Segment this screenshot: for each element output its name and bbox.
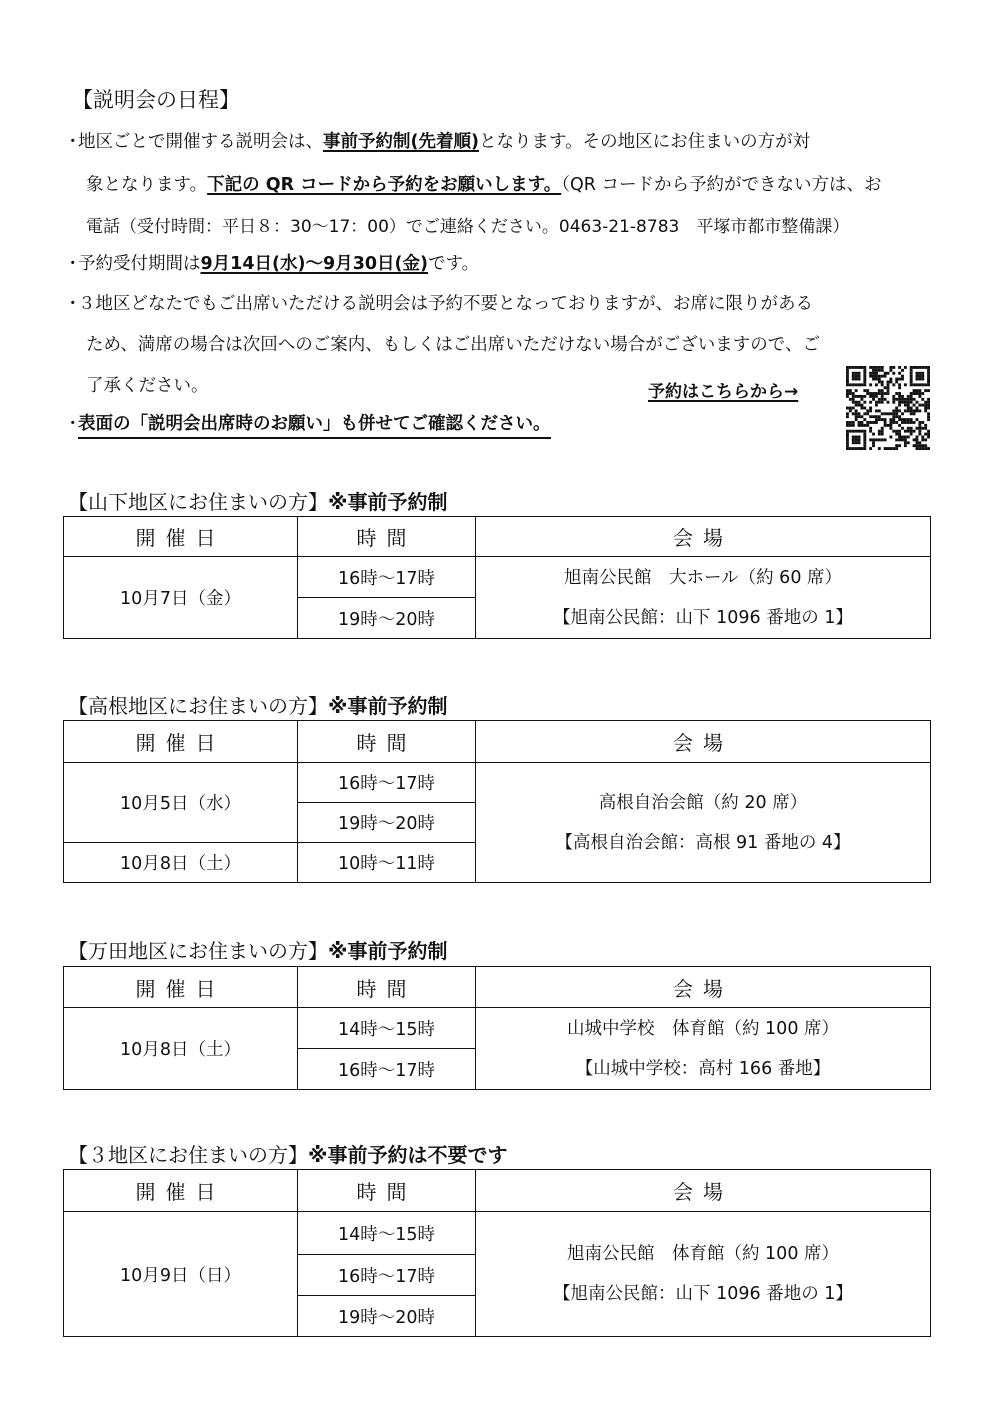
header-date: 開催日 [64, 1170, 298, 1212]
intro-text: 予約受付期間は [78, 254, 201, 274]
time-cell: 19時～20時 [298, 1296, 476, 1337]
venue-name: 旭南公民館 大ホール（約 60 席） [563, 567, 843, 588]
venue-address: 【高根自治会館：高根 91 番地の 4】 [555, 832, 851, 853]
header-date: 開催日 [64, 721, 298, 763]
intro-line-5 [64, 290, 813, 315]
section-title-text: 【山下地区にお住まいの方】 [68, 490, 328, 514]
qr-reservation-note: 下記の QR コードから予約をお願いします。 [207, 175, 562, 195]
venue-address: 【山城中学校：高村 166 番地】 [575, 1058, 831, 1079]
section-note: ※事前予約制 [328, 939, 448, 963]
header-time: 時間 [298, 967, 476, 1008]
time-cell: 16時～17時 [298, 1049, 476, 1090]
intro-line-4 [64, 250, 479, 275]
intro-line-7: 了承ください。 [86, 376, 209, 396]
section-title-yamashita [68, 486, 447, 515]
time-cell: 14時～15時 [298, 1008, 476, 1049]
header-time: 時間 [298, 1170, 476, 1212]
intro-line-8 [64, 410, 551, 435]
section-title-all-districts [68, 1139, 507, 1168]
reservation-period: 9月14日(水)～9月30日(金) [200, 254, 429, 274]
section-title-takane [68, 690, 447, 719]
section-title-text: 【高根地区にお住まいの方】 [68, 694, 328, 718]
venue-name: 高根自治会館（約 20 席） [598, 792, 808, 813]
date-cell: 10月9日（日） [64, 1212, 298, 1337]
section-note: ※事前予約制 [328, 694, 448, 718]
intro-text: 象となります。 [86, 175, 208, 195]
time-cell: 19時～20時 [298, 803, 476, 843]
venue-cell [476, 1212, 931, 1337]
header-date: 開催日 [64, 967, 298, 1008]
header-venue: 会場 [476, 967, 931, 1008]
time-cell: 10時～11時 [298, 843, 476, 883]
header-time: 時間 [298, 517, 476, 557]
bullet: ・ [64, 254, 82, 274]
time-cell: 19時～20時 [298, 598, 476, 639]
venue-address: 【旭南公民館：山下 1096 番地の 1】 [553, 607, 853, 628]
venue-cell [476, 763, 931, 883]
back-page-note: 表面の「説明会出席時のお願い」も併せてご確認ください。 [78, 414, 551, 439]
qr-code-icon[interactable] [846, 366, 930, 450]
qr-reservation-link[interactable]: 予約はこちらから→ [648, 382, 799, 402]
date-cell: 10月8日（土） [64, 1008, 298, 1090]
header-venue: 会場 [476, 1170, 931, 1212]
intro-text: ３地区どなたでもご出席いただける説明会は予約不要となっておりますが、お席に限りがある [78, 294, 813, 314]
header-venue: 会場 [476, 721, 931, 763]
reservation-system-note: 事前予約制(先着順) [323, 132, 479, 152]
date-cell: 10月7日（金） [64, 557, 298, 639]
schedule-table-yamashita [63, 516, 931, 639]
venue-cell [476, 557, 931, 639]
venue-name: 旭南公民館 体育館（約 100 席） [566, 1244, 840, 1264]
date-cell: 10月5日（水） [64, 763, 298, 843]
bullet: ・ [64, 414, 82, 434]
schedule-table-all-districts [63, 1169, 931, 1337]
header-date: 開催日 [64, 517, 298, 557]
intro-line-6: ため、満席の場合は次回へのご案内、もしくはご出席いただけない場合がございますので、ご [86, 335, 820, 355]
time-cell: 16時～17時 [298, 763, 476, 803]
schedule-table-takane [63, 720, 931, 883]
intro-line-3: 電話（受付時間：平日８：30～17：00）でご連絡ください。0463-21-8783 平塚市都市整備課） [86, 217, 850, 237]
section-title-manda [68, 935, 447, 964]
intro-text: 地区ごとで開催する説明会は、 [78, 132, 323, 152]
intro-text: となります。その地区にお住まいの方が対 [479, 132, 811, 152]
intro-text: （QR コードから予約ができない方は、お [561, 175, 882, 195]
section-note: ※事前予約は不要です [308, 1143, 508, 1167]
intro-text: です。 [428, 254, 480, 274]
intro-line-2 [86, 171, 882, 196]
bullet: ・ [64, 294, 82, 314]
header-time: 時間 [298, 721, 476, 763]
venue-cell [476, 1008, 931, 1090]
venue-address: 【旭南公民館：山下 1096 番地の 1】 [553, 1284, 853, 1304]
section-title-text: 【万田地区にお住まいの方】 [68, 939, 328, 963]
time-cell: 16時～17時 [298, 557, 476, 598]
header-venue: 会場 [476, 517, 931, 557]
section-title-text: 【３地区にお住まいの方】 [68, 1143, 308, 1167]
schedule-table-manda [63, 966, 931, 1090]
time-cell: 14時～15時 [298, 1212, 476, 1255]
bullet: ・ [64, 132, 82, 152]
section-note: ※事前予約制 [328, 490, 448, 514]
time-cell: 16時～17時 [298, 1255, 476, 1296]
date-cell: 10月8日（土） [64, 843, 298, 883]
schedule-heading: 【説明会の日程】 [72, 88, 240, 112]
venue-name: 山城中学校 体育館（約 100 席） [566, 1018, 840, 1039]
intro-line-1 [64, 128, 810, 153]
